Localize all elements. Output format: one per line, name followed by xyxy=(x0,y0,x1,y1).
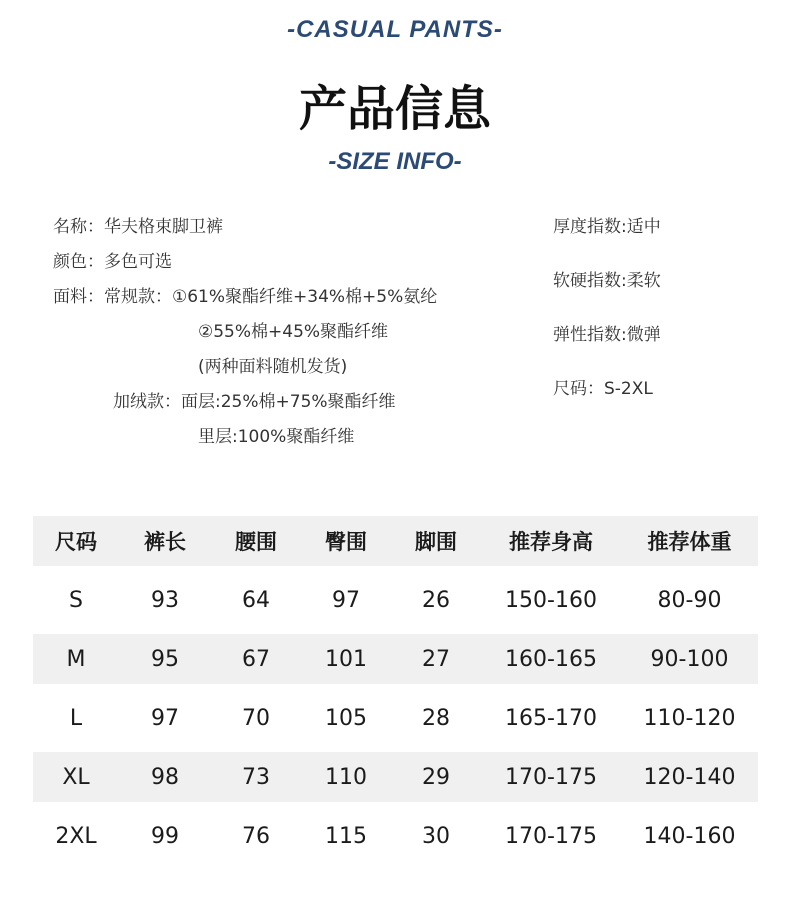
table-row xyxy=(33,634,758,684)
table-cell: 115 xyxy=(325,823,367,849)
table-header-cell: 推荐体重 xyxy=(647,530,732,554)
table-cell: 2XL xyxy=(55,823,97,849)
table-cell: 170-175 xyxy=(505,764,597,790)
table-row xyxy=(33,752,758,802)
table-cell: 105 xyxy=(325,705,367,731)
fabric-line-4: 加绒款：面层:25%棉+75%聚酯纤维 xyxy=(113,392,396,412)
table-cell: 64 xyxy=(242,587,270,613)
table-cell: 90-100 xyxy=(650,646,729,672)
product-info-right xyxy=(553,210,661,426)
table-row xyxy=(33,575,758,625)
table-cell: 99 xyxy=(151,823,179,849)
table-cell: 101 xyxy=(325,646,367,672)
table-cell: L xyxy=(69,705,83,731)
table-cell: 70 xyxy=(242,705,270,731)
size-range: 尺码：S-2XL xyxy=(553,379,653,399)
page-subtitle: -SIZE INFO- xyxy=(328,148,462,175)
thickness-index: 厚度指数:适中 xyxy=(553,217,661,237)
page-title: 产品信息 xyxy=(298,81,491,137)
table-cell: 140-160 xyxy=(643,823,736,849)
table-header-cell: 推荐身高 xyxy=(509,530,593,554)
table-cell: 170-175 xyxy=(505,823,597,849)
product-info-left xyxy=(53,210,437,455)
table-cell: 80-90 xyxy=(657,587,722,613)
table-cell: 95 xyxy=(151,646,179,672)
table-cell: 150-160 xyxy=(505,587,597,613)
table-cell: 28 xyxy=(422,705,450,731)
table-cell: 110-120 xyxy=(643,705,736,731)
fabric-line-3: (两种面料随机发货) xyxy=(198,357,348,377)
table-cell: 98 xyxy=(151,764,179,790)
table-cell: XL xyxy=(62,764,90,790)
table-cell: M xyxy=(66,646,86,672)
fabric-line-1: 面料：常规款：①61%聚酯纤维+34%棉+5%氨纶 xyxy=(53,287,438,307)
table-cell: 29 xyxy=(422,764,450,790)
table-cell: 76 xyxy=(242,823,270,849)
table-cell: 165-170 xyxy=(505,705,597,731)
table-cell: 27 xyxy=(422,646,450,672)
table-row xyxy=(33,693,758,743)
table-cell: 97 xyxy=(151,705,179,731)
table-header-cell: 脚围 xyxy=(415,530,457,554)
fabric-line-5: 里层:100%聚酯纤维 xyxy=(198,427,355,447)
table-cell: 110 xyxy=(325,764,367,790)
table-header-cell: 腰围 xyxy=(235,530,277,554)
table-cell: 73 xyxy=(242,764,270,790)
header-tagline: -CASUAL PANTS- xyxy=(287,16,503,43)
table-header-cell: 尺码 xyxy=(55,530,97,554)
softness-index: 软硬指数:柔软 xyxy=(553,271,661,291)
table-cell: 93 xyxy=(151,587,179,613)
table-row xyxy=(33,811,758,861)
table-header-cell: 臀围 xyxy=(325,530,367,554)
table-header-row xyxy=(33,516,758,566)
product-name: 名称：华夫格束脚卫裤 xyxy=(53,217,223,237)
elasticity-index: 弹性指数:微弹 xyxy=(553,325,661,345)
table-cell: 26 xyxy=(422,587,450,613)
fabric-line-2: ②55%棉+45%聚酯纤维 xyxy=(198,322,389,342)
table-cell: 67 xyxy=(242,646,270,672)
table-cell: 120-140 xyxy=(643,764,736,790)
table-header-cell: 裤长 xyxy=(144,530,186,554)
size-table xyxy=(33,516,758,861)
product-color: 颜色：多色可选 xyxy=(53,252,172,272)
table-cell: S xyxy=(69,587,83,613)
table-cell: 97 xyxy=(332,587,360,613)
table-cell: 160-165 xyxy=(505,646,597,672)
table-cell: 30 xyxy=(422,823,450,849)
